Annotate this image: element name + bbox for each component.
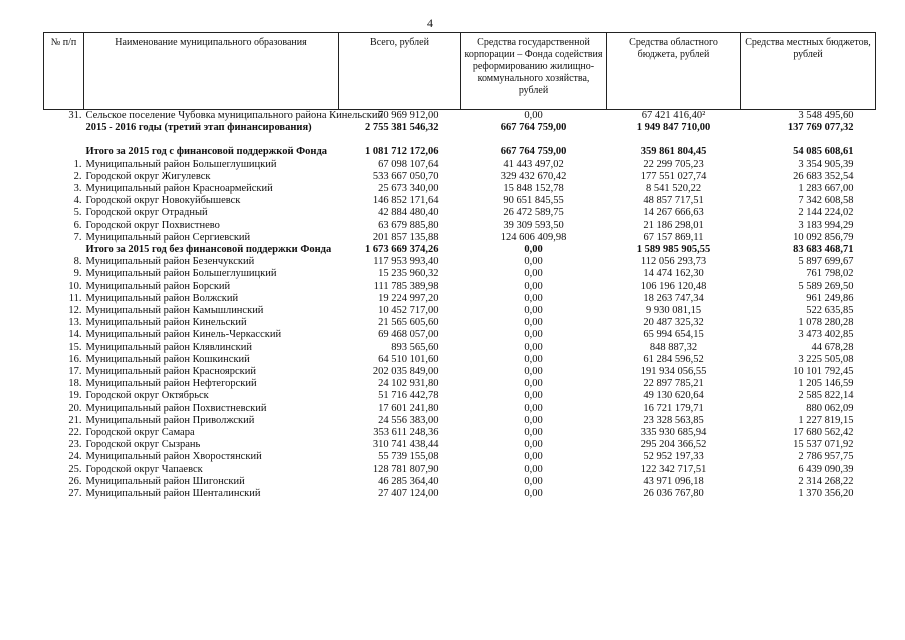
local-budget-amount: 761 798,02 (806, 268, 854, 280)
local-budget-amount: 6 439 090,39 (798, 463, 854, 475)
municipality-name: Муниципальный район Шигонский (85, 475, 245, 487)
row-number: 22. (68, 427, 82, 439)
fund-amount: 667 764 759,00 (500, 122, 567, 134)
municipality-name: Городской округ Чапаевск (85, 463, 203, 475)
local-budget-amount: 961 249,86 (806, 292, 854, 304)
total-amount: 533 667 050,70 (372, 170, 439, 182)
page-number: 4 (427, 16, 433, 30)
header-regional: Средства областного бюджета, рублей (607, 33, 741, 110)
total-amount: 55 739 155,08 (378, 451, 439, 463)
regional-budget-amount: 43 971 096,18 (643, 475, 704, 487)
row-number: 13. (68, 317, 82, 329)
regional-budget-amount: 49 130 620,64 (643, 390, 704, 402)
fund-amount: 0,00 (524, 414, 543, 426)
table-row (44, 268, 876, 280)
municipality-name: Муниципальный район Красноярский (85, 366, 256, 378)
municipality-name: Муниципальный район Приволжский (85, 414, 255, 426)
total-amount: 64 510 101,60 (378, 353, 439, 365)
total-amount: 146 852 171,64 (372, 195, 439, 207)
local-budget-amount: 2 314 268,22 (798, 475, 854, 487)
total-amount: 202 035 849,00 (372, 366, 439, 378)
local-budget-amount: 2 585 822,14 (798, 390, 854, 402)
table-row (44, 366, 876, 378)
local-budget-amount: 2 786 957,75 (798, 451, 854, 463)
table-row (44, 244, 876, 256)
regional-budget-amount: 20 487 325,32 (643, 317, 704, 329)
row-number: 23. (68, 439, 82, 451)
municipality-name: Городской округ Сызрань (85, 439, 201, 451)
row-number: 10. (68, 280, 82, 292)
municipality-name: Итого за 2015 год с финансовой поддержкой Фонда (85, 146, 327, 158)
regional-budget-amount: 48 857 717,51 (643, 195, 704, 207)
regional-budget-amount: 106 196 120,48 (640, 280, 707, 292)
row-number (44, 244, 84, 256)
table-row (44, 464, 876, 476)
row-number: 5. (73, 207, 82, 219)
total-amount: 111 785 389,98 (373, 280, 439, 292)
total-amount: 46 285 364,40 (378, 475, 439, 487)
total-amount: 128 781 807,90 (372, 463, 439, 475)
row-number: 17. (68, 366, 82, 378)
municipality-name: Муниципальный район Кинель-Черкасский (85, 329, 282, 341)
table-row (44, 110, 876, 123)
table-row (44, 415, 876, 427)
local-budget-amount: 3 225 505,08 (798, 353, 854, 365)
total-amount: 63 679 885,80 (378, 219, 439, 231)
fund-amount: 26 472 589,75 (503, 207, 564, 219)
row-number (44, 134, 84, 158)
municipality-name: Муниципальный район Сергиевский (85, 231, 251, 243)
table-row (44, 476, 876, 488)
local-budget-amount: 83 683 468,71 (793, 244, 854, 256)
regional-budget-amount: 65 994 654,15 (643, 329, 704, 341)
fund-amount: 0,00 (524, 439, 543, 451)
local-budget-amount: 10 101 792,45 (793, 366, 854, 378)
local-budget-amount: 7 342 608,58 (798, 195, 854, 207)
municipality-name: Муниципальный район Нефтегорский (85, 378, 257, 390)
fund-amount: 0,00 (524, 402, 543, 414)
local-budget-amount: 1 078 280,28 (798, 317, 854, 329)
table-row (44, 329, 876, 341)
local-budget-amount: 5 589 269,50 (798, 280, 854, 292)
table-body (44, 110, 876, 501)
row-number: 31. (68, 110, 82, 121)
fund-amount: 124 606 409,98 (500, 231, 567, 243)
table-row (44, 354, 876, 366)
total-amount: 117 953 993,40 (373, 256, 439, 268)
row-number: 21. (68, 414, 82, 426)
row-number: 20. (68, 402, 82, 414)
fund-amount: 0,00 (524, 110, 543, 121)
municipality-name: Муниципальный район Кинельский (85, 317, 247, 329)
fund-amount: 667 764 759,00 (500, 146, 567, 158)
municipality-name: Муниципальный район Безенчукский (85, 256, 255, 268)
regional-budget-amount: 14 474 162,30 (643, 268, 704, 280)
total-amount: 27 407 124,00 (378, 488, 439, 500)
local-budget-amount: 15 537 071,92 (793, 439, 854, 451)
row-number: 1. (73, 158, 82, 170)
table-row (44, 183, 876, 195)
header-state: Средства государственной корпорации – Фонда содействия реформированию жилищно-коммунального хозяйства, рублей (461, 33, 607, 110)
fund-amount: 0,00 (524, 366, 543, 378)
local-budget-amount: 3 473 402,85 (798, 329, 854, 341)
fund-amount: 0,00 (524, 353, 543, 365)
total-amount: 2 755 381 546,32 (365, 122, 439, 134)
regional-budget-amount: 22 299 705,23 (643, 158, 704, 170)
local-budget-amount: 1 283 667,00 (798, 183, 854, 195)
row-number: 8. (73, 256, 82, 268)
row-number: 7. (73, 231, 82, 243)
regional-budget-amount: 191 934 056,55 (640, 366, 707, 378)
header-total: Всего, рублей (339, 33, 461, 110)
municipality-name: Муниципальный район Борский (85, 280, 231, 292)
regional-budget-amount: 21 186 298,01 (643, 219, 704, 231)
total-amount: 893 565,60 (391, 341, 439, 353)
fund-amount: 0,00 (524, 463, 543, 475)
regional-budget-amount: 22 897 785,21 (643, 378, 704, 390)
fund-amount: 0,00 (524, 341, 543, 353)
fund-amount: 0,00 (524, 256, 543, 268)
regional-budget-amount: 112 056 293,73 (640, 256, 707, 268)
table-row (44, 195, 876, 207)
row-number: 18. (68, 378, 82, 390)
regional-budget-amount: 9 930 081,15 (645, 305, 702, 317)
table-header-row (44, 33, 876, 110)
regional-budget-amount: 1 949 847 710,00 (636, 122, 711, 134)
table-row (44, 439, 876, 451)
table-row (44, 159, 876, 171)
municipality-name: Муниципальный район Камышлинский (85, 305, 264, 317)
fund-amount: 41 443 497,02 (503, 158, 564, 170)
regional-budget-amount: 177 551 027,74 (640, 170, 707, 182)
local-budget-amount: 54 085 608,61 (793, 146, 854, 158)
local-budget-amount: 1 227 819,15 (798, 414, 854, 426)
total-amount: 19 224 997,20 (378, 292, 439, 304)
municipality-name: Сельское поселение Чубовка муниципального района Кинельский (85, 110, 384, 121)
municipality-name: Муниципальный район Похвистневский (85, 402, 267, 414)
header-num: № п/п (44, 33, 84, 110)
table-row (44, 220, 876, 232)
total-amount: 42 884 480,40 (378, 207, 439, 219)
table-row (44, 207, 876, 219)
row-number: 11. (68, 292, 82, 304)
regional-budget-amount: 61 284 596,52 (643, 353, 704, 365)
fund-amount: 0,00 (524, 488, 543, 500)
regional-budget-amount: 23 328 563,85 (643, 414, 704, 426)
total-amount: 69 468 057,00 (378, 329, 439, 341)
municipality-name: Городской округ Новокуйбышевск (85, 195, 241, 207)
row-number: 19. (68, 390, 82, 402)
row-number: 25. (68, 463, 82, 475)
total-amount: 310 741 438,44 (372, 439, 439, 451)
total-amount: 201 857 135,88 (372, 231, 439, 243)
fund-amount: 0,00 (524, 305, 543, 317)
total-amount: 67 098 107,64 (378, 158, 439, 170)
local-budget-amount: 3 354 905,39 (798, 158, 854, 170)
table-row (44, 488, 876, 500)
total-amount: 25 673 340,00 (378, 183, 439, 195)
row-number: 2. (73, 170, 82, 182)
municipality-name: Муниципальный район Шенталинский (85, 488, 261, 500)
fund-amount: 0,00 (524, 390, 543, 402)
total-amount: 353 611 248,36 (373, 427, 439, 439)
fund-amount: 0,00 (524, 329, 543, 341)
table-row (44, 451, 876, 463)
total-amount: 24 102 931,80 (378, 378, 439, 390)
row-number (44, 122, 84, 134)
table-row (44, 403, 876, 415)
regional-budget-amount: 26 036 767,80 (643, 488, 704, 500)
regional-budget-amount: 848 887,32 (649, 341, 698, 353)
table-row (44, 305, 876, 317)
total-amount: 1 081 712 172,06 (365, 146, 439, 158)
table-row (44, 134, 876, 158)
regional-budget-amount: 67 157 869,11 (643, 231, 704, 243)
table-row (44, 232, 876, 244)
row-number: 9. (73, 268, 82, 280)
table-row (44, 342, 876, 354)
table-row (44, 427, 876, 439)
total-amount: 70 969 912,00 (378, 110, 439, 121)
local-budget-amount: 5 897 699,67 (798, 256, 854, 268)
local-budget-amount: 880 062,09 (806, 402, 854, 414)
header-name: Наименование муниципального образования (84, 33, 339, 110)
table-row (44, 256, 876, 268)
table-row (44, 171, 876, 183)
municipality-name: Муниципальный район Кошкинский (85, 353, 250, 365)
fund-amount: 0,00 (524, 244, 543, 256)
total-amount: 10 452 717,00 (378, 305, 439, 317)
fund-amount: 90 651 845,55 (503, 195, 564, 207)
municipality-name: Муниципальный район Клявлинский (85, 341, 253, 353)
regional-budget-amount: 122 342 717,51 (640, 463, 707, 475)
municipality-name: Городской округ Жигулевск (85, 170, 211, 182)
row-number: 27. (68, 488, 82, 500)
regional-budget-amount: 52 952 197,33 (643, 451, 704, 463)
regional-budget-amount: 16 721 179,71 (643, 402, 704, 414)
local-budget-amount: 10 092 856,79 (793, 231, 854, 243)
municipality-name: Муниципальный район Большеглушицкий (85, 268, 277, 280)
fund-amount: 15 848 152,78 (503, 183, 564, 195)
fund-amount: 0,00 (524, 378, 543, 390)
regional-budget-amount: 8 541 520,22 (645, 183, 702, 195)
municipality-name: Городской округ Октябрьск (85, 390, 209, 402)
municipality-name: Муниципальный район Большеглушицкий (85, 158, 277, 170)
municipality-name: Городской округ Отрадный (85, 207, 208, 219)
municipality-name: Муниципальный район Хворостянский (85, 451, 262, 463)
row-number: 6. (73, 219, 82, 231)
local-budget-amount: 17 680 562,42 (793, 427, 854, 439)
table-row (44, 122, 876, 134)
municipality-name: Городской округ Самара (85, 427, 195, 439)
row-number: 26. (68, 475, 82, 487)
municipality-name: Муниципальный район Волжский (85, 292, 239, 304)
fund-amount: 0,00 (524, 280, 543, 292)
total-amount: 15 235 960,32 (378, 268, 439, 280)
fund-amount: 0,00 (524, 427, 543, 439)
regional-budget-amount: 18 263 747,34 (643, 292, 704, 304)
fund-amount: 0,00 (524, 317, 543, 329)
table-row (44, 390, 876, 402)
row-number: 15. (68, 341, 82, 353)
local-budget-amount: 1 370 356,20 (798, 488, 854, 500)
row-number: 3. (73, 183, 82, 195)
regional-budget-amount: 359 861 804,45 (640, 146, 707, 158)
fund-amount: 329 432 670,42 (500, 170, 567, 182)
regional-budget-amount: 295 204 366,52 (640, 439, 707, 451)
regional-budget-amount: 335 930 685,94 (640, 427, 707, 439)
municipality-name: 2015 - 2016 годы (третий этап финансирования) (85, 122, 312, 134)
local-budget-amount: 2 144 224,02 (798, 207, 854, 219)
local-budget-amount: 3 183 994,29 (798, 219, 854, 231)
row-number: 4. (73, 195, 82, 207)
local-budget-amount: 44 678,28 (811, 341, 854, 353)
row-number: 24. (68, 451, 82, 463)
regional-budget-amount: 1 589 985 905,55 (636, 244, 711, 256)
fund-amount: 0,00 (524, 475, 543, 487)
row-number: 12. (68, 305, 82, 317)
regional-budget-amount: 67 421 416,40² (641, 110, 706, 121)
local-budget-amount: 3 548 495,60 (798, 110, 854, 121)
fund-amount: 39 309 593,50 (503, 219, 564, 231)
table-row (44, 317, 876, 329)
table-row (44, 281, 876, 293)
local-budget-amount: 26 683 352,54 (793, 170, 854, 182)
row-number: 16. (68, 353, 82, 365)
funding-table (43, 32, 876, 500)
local-budget-amount: 522 635,85 (806, 305, 854, 317)
table-row (44, 378, 876, 390)
header-local: Средства местных бюджетов, рублей (741, 33, 876, 110)
total-amount: 24 556 383,00 (378, 414, 439, 426)
total-amount: 17 601 241,80 (378, 402, 439, 414)
total-amount: 21 565 605,60 (378, 317, 439, 329)
local-budget-amount: 137 769 077,32 (787, 122, 854, 134)
municipality-name: Итого за 2015 год без финансовой поддержки Фонда (85, 244, 332, 256)
municipality-name: Муниципальный район Красноармейский (85, 183, 273, 195)
local-budget-amount: 1 205 146,59 (798, 378, 854, 390)
fund-amount: 0,00 (524, 292, 543, 304)
municipality-name: Городской округ Похвистнево (85, 219, 220, 231)
fund-amount: 0,00 (524, 451, 543, 463)
regional-budget-amount: 14 267 666,63 (643, 207, 704, 219)
fund-amount: 0,00 (524, 268, 543, 280)
total-amount: 51 716 442,78 (378, 390, 439, 402)
row-number: 14. (68, 329, 82, 341)
total-amount: 1 673 669 374,26 (365, 244, 439, 256)
table-row (44, 293, 876, 305)
